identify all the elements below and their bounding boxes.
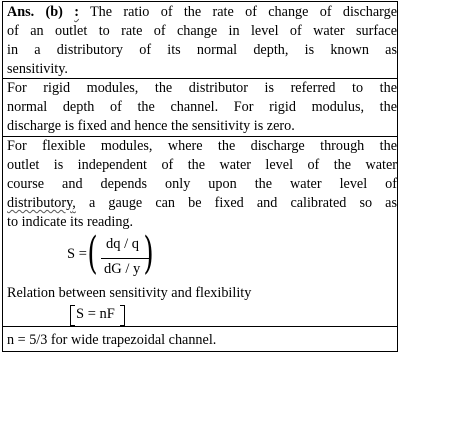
formula-right-paren: ): [143, 228, 154, 279]
row-divider: [3, 326, 397, 327]
flexible-line-4: [7, 194, 397, 213]
flexible-line-5: to indicate its reading.: [7, 214, 134, 230]
relation-equation: S = nF: [76, 306, 115, 322]
answer-colon: :: [74, 4, 79, 20]
formula-left-paren: (: [87, 228, 98, 279]
answer-label: Ans. (b): [7, 4, 63, 20]
formula-numerator: dq / q: [106, 236, 140, 252]
relation-heading: Relation between sensitivity and flexibility: [7, 285, 252, 301]
rigid-line-1: For rigid modules, the distributor is referred to the: [7, 80, 397, 96]
answer-line-2: of an outlet to rate of change in level of water surface: [7, 23, 397, 39]
answer-line-3: in a distributory of its normal depth, is known as: [7, 42, 397, 58]
flexible-comma: ,: [72, 195, 76, 211]
answer-text: The ratio of the rate of change of discharge: [90, 4, 397, 20]
rigid-line-2: normal depth of the channel. For rigid modulus, the: [7, 99, 397, 115]
flexible-line-3: course and depends only upon the water level of: [7, 176, 397, 192]
note-text: n = 5/3 for wide trapezoidal channel.: [7, 332, 217, 348]
flexible-rest: a gauge can be fixed and calibrated so as: [88, 195, 398, 211]
equation-right-bracket: [120, 305, 125, 326]
rigid-line-3: discharge is fixed and hence the sensitivity is zero.: [7, 118, 295, 134]
flexible-word: distributory: [7, 195, 73, 211]
flexible-line-2: outlet is independent of the water level of the water: [7, 157, 397, 173]
answer-line-4: sensitivity.: [7, 61, 68, 77]
formula-lhs: S =: [67, 246, 87, 262]
equation-left-bracket: [70, 305, 75, 326]
answer-table: [2, 1, 398, 352]
flexible-line-1: For flexible modules, where the discharge through the: [7, 138, 397, 154]
answer-line-1: [7, 3, 397, 22]
formula-denominator: dG / y: [104, 261, 141, 277]
